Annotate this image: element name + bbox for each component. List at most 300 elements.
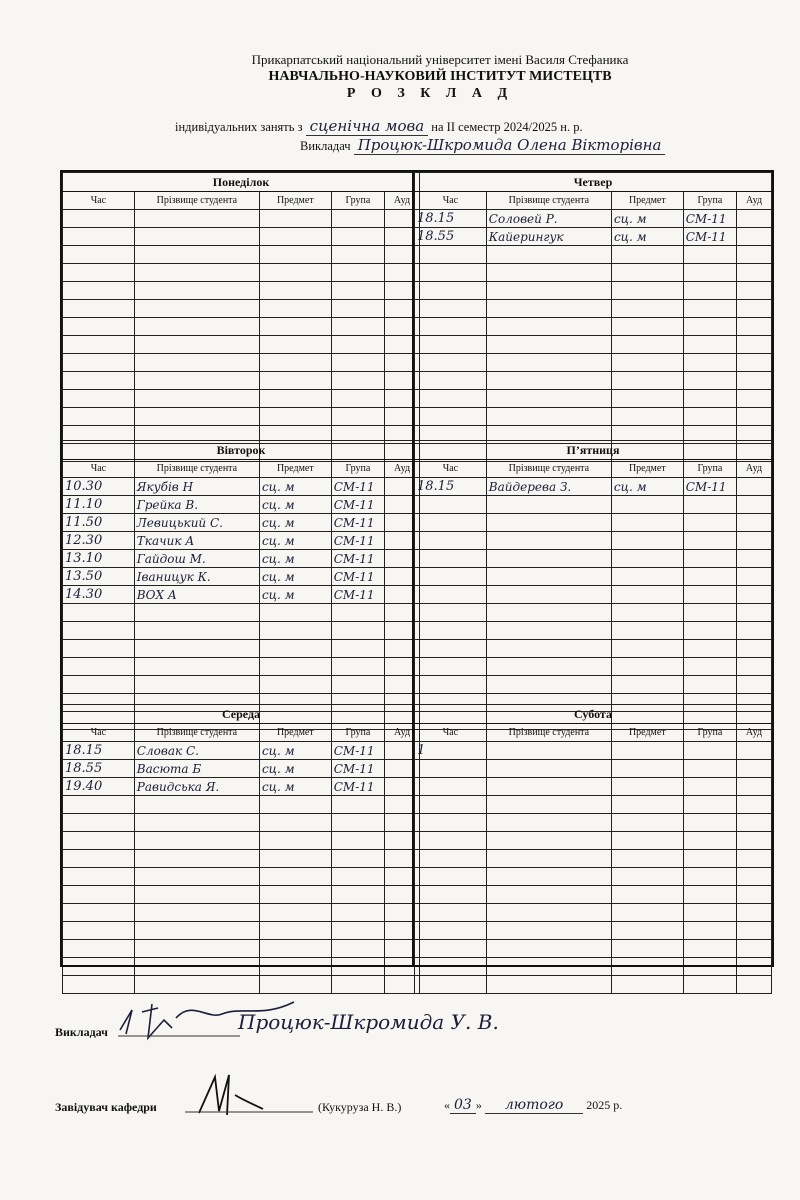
column-header-student: Прізвище студента <box>486 460 611 478</box>
cell-student: Гайдош М. <box>134 550 259 568</box>
cell-subject <box>259 832 331 850</box>
table-row <box>415 408 772 426</box>
cell-group <box>331 336 384 354</box>
schedule-table-wednesday <box>62 704 420 994</box>
cell-subject <box>259 228 331 246</box>
head-signature <box>185 1065 315 1120</box>
table-row <box>63 778 420 796</box>
cell-subject <box>611 604 683 622</box>
cell-student: Грейка В. <box>134 496 259 514</box>
cell-time <box>63 658 135 676</box>
cell-time: 11.50 <box>63 514 135 532</box>
cell-subject <box>259 640 331 658</box>
cell-student <box>486 760 611 778</box>
column-header-group: Група <box>331 460 384 478</box>
table-row <box>415 300 772 318</box>
cell-student <box>486 922 611 940</box>
cell-student <box>134 850 259 868</box>
cell-group <box>331 604 384 622</box>
column-header-student: Прізвище студента <box>134 724 259 742</box>
table-row <box>63 832 420 850</box>
column-header-student: Прізвище студента <box>486 192 611 210</box>
cell-group <box>683 318 736 336</box>
cell-subject <box>611 940 683 958</box>
cell-student <box>134 604 259 622</box>
cell-time: 18.55 <box>415 228 487 246</box>
cell-subject <box>611 622 683 640</box>
cell-room <box>737 814 772 832</box>
cell-time: 13.50 <box>63 568 135 586</box>
table-row <box>63 904 420 922</box>
cell-group <box>331 246 384 264</box>
cell-subject <box>611 282 683 300</box>
table-row <box>415 586 772 604</box>
cell-group <box>683 390 736 408</box>
table-row <box>415 210 772 228</box>
cell-time <box>415 264 487 282</box>
cell-student <box>486 604 611 622</box>
table-row <box>63 228 420 246</box>
cell-group: СМ-11 <box>331 514 384 532</box>
schedule-table-tuesday <box>62 440 420 730</box>
cell-time <box>415 940 487 958</box>
column-header-student: Прізвище студента <box>134 192 259 210</box>
cell-time <box>63 814 135 832</box>
cell-student <box>134 228 259 246</box>
cell-subject: сц. м <box>611 210 683 228</box>
cell-time <box>63 390 135 408</box>
cell-group <box>331 922 384 940</box>
table-row <box>63 390 420 408</box>
cell-group <box>683 940 736 958</box>
cell-student <box>486 282 611 300</box>
cell-student <box>134 676 259 694</box>
cell-time <box>415 832 487 850</box>
table-row <box>63 264 420 282</box>
cell-time <box>63 210 135 228</box>
cell-group <box>331 372 384 390</box>
cell-group <box>683 850 736 868</box>
cell-group <box>683 372 736 390</box>
cell-time <box>63 850 135 868</box>
column-header-time: Час <box>63 724 135 742</box>
cell-student <box>134 868 259 886</box>
cell-subject <box>259 622 331 640</box>
cell-subject <box>611 408 683 426</box>
table-row <box>63 514 420 532</box>
cell-time <box>415 976 487 994</box>
cell-group <box>683 300 736 318</box>
table-row <box>63 676 420 694</box>
schedule-table-saturday <box>414 704 772 994</box>
cell-room <box>737 354 772 372</box>
table-row <box>63 586 420 604</box>
cell-group <box>683 282 736 300</box>
day-title-thursday: Четвер <box>415 173 772 192</box>
column-header-group: Група <box>683 724 736 742</box>
cell-subject <box>611 760 683 778</box>
cell-subject <box>259 658 331 676</box>
cell-group: СМ-11 <box>331 532 384 550</box>
table-row <box>415 940 772 958</box>
cell-subject <box>611 550 683 568</box>
cell-group <box>331 976 384 994</box>
column-header-subject: Предмет <box>259 460 331 478</box>
cell-room <box>737 622 772 640</box>
table-row <box>415 868 772 886</box>
cell-student: Словак С. <box>134 742 259 760</box>
cell-room <box>737 568 772 586</box>
column-header-subject: Предмет <box>611 192 683 210</box>
cell-student: Левицький С. <box>134 514 259 532</box>
cell-student <box>134 904 259 922</box>
cell-time <box>415 814 487 832</box>
cell-room <box>737 868 772 886</box>
cell-subject <box>611 832 683 850</box>
cell-time <box>415 336 487 354</box>
cell-student <box>486 496 611 514</box>
cell-subject: сц. м <box>259 496 331 514</box>
table-row <box>415 246 772 264</box>
cell-subject <box>259 390 331 408</box>
cell-room <box>737 408 772 426</box>
cell-time <box>415 958 487 976</box>
cell-subject <box>611 300 683 318</box>
column-header-room: Ауд <box>737 460 772 478</box>
table-row <box>63 496 420 514</box>
cell-student <box>486 354 611 372</box>
head-label: Завідувач кафедри <box>55 1100 157 1114</box>
cell-time: 1 <box>415 742 487 760</box>
date-line <box>444 1097 622 1113</box>
cell-student <box>134 922 259 940</box>
cell-group <box>331 832 384 850</box>
cell-room <box>737 282 772 300</box>
cell-time <box>415 676 487 694</box>
cell-time <box>415 850 487 868</box>
cell-student: Ткачик А <box>134 532 259 550</box>
cell-group <box>331 282 384 300</box>
cell-subject: сц. м <box>259 532 331 550</box>
table-row <box>415 976 772 994</box>
cell-student <box>486 550 611 568</box>
cell-group <box>331 408 384 426</box>
table-row <box>415 496 772 514</box>
cell-time <box>415 318 487 336</box>
cell-subject: сц. м <box>259 568 331 586</box>
cell-group <box>683 264 736 282</box>
cell-subject <box>611 318 683 336</box>
subtitle-prefix: індивідуальних занять з <box>175 120 303 134</box>
cell-group <box>331 868 384 886</box>
table-row <box>63 868 420 886</box>
table-row <box>415 354 772 372</box>
table-row <box>415 318 772 336</box>
cell-student <box>486 408 611 426</box>
cell-time <box>63 228 135 246</box>
footer-head-line <box>55 1100 157 1115</box>
table-row <box>415 742 772 760</box>
cell-subject <box>611 886 683 904</box>
column-header-room: Ауд <box>385 192 420 210</box>
table-row <box>63 532 420 550</box>
cell-subject: сц. м <box>259 514 331 532</box>
cell-subject: сц. м <box>259 550 331 568</box>
cell-group <box>331 958 384 976</box>
cell-student <box>486 372 611 390</box>
cell-student <box>134 246 259 264</box>
table-row <box>415 832 772 850</box>
subtitle-line <box>175 117 583 135</box>
cell-student <box>486 390 611 408</box>
cell-time <box>415 922 487 940</box>
cell-subject <box>611 850 683 868</box>
column-header-student: Прізвище студента <box>486 724 611 742</box>
cell-group <box>683 958 736 976</box>
teacher-label: Викладач <box>300 139 351 153</box>
cell-group <box>683 922 736 940</box>
cell-subject <box>259 814 331 832</box>
cell-group: СМ-11 <box>331 496 384 514</box>
cell-room <box>737 850 772 868</box>
cell-room <box>737 742 772 760</box>
table-row <box>415 550 772 568</box>
column-header-room: Ауд <box>385 460 420 478</box>
cell-room <box>737 264 772 282</box>
cell-subject <box>259 796 331 814</box>
cell-subject <box>611 904 683 922</box>
cell-subject <box>611 742 683 760</box>
cell-time <box>415 658 487 676</box>
table-row <box>415 814 772 832</box>
cell-room <box>737 904 772 922</box>
table-row <box>415 622 772 640</box>
cell-group <box>331 318 384 336</box>
cell-group <box>683 904 736 922</box>
cell-subject <box>259 886 331 904</box>
cell-time <box>415 282 487 300</box>
teacher-line <box>300 136 665 154</box>
table-row <box>63 760 420 778</box>
cell-group <box>683 354 736 372</box>
cell-student <box>486 742 611 760</box>
cell-group <box>683 336 736 354</box>
column-header-time: Час <box>63 460 135 478</box>
institute-name: НАВЧАЛЬНО-НАУКОВИЙ ІНСТИТУТ МИСТЕЦТВ <box>268 69 612 84</box>
cell-room <box>737 796 772 814</box>
column-header-subject: Предмет <box>259 724 331 742</box>
cell-group <box>331 622 384 640</box>
cell-time: 14.30 <box>63 586 135 604</box>
cell-room <box>737 478 772 496</box>
cell-subject <box>259 850 331 868</box>
cell-time <box>415 886 487 904</box>
table-row <box>63 478 420 496</box>
cell-time <box>415 778 487 796</box>
cell-subject <box>259 300 331 318</box>
date-close-quote: » <box>475 1098 482 1112</box>
column-header-room: Ауд <box>737 724 772 742</box>
cell-room <box>737 246 772 264</box>
cell-student <box>134 814 259 832</box>
cell-time: 11.10 <box>63 496 135 514</box>
column-header-subject: Предмет <box>611 724 683 742</box>
cell-room <box>737 336 772 354</box>
cell-subject <box>259 868 331 886</box>
cell-subject <box>259 604 331 622</box>
table-row <box>63 886 420 904</box>
table-row <box>63 658 420 676</box>
day-title-saturday: Субота <box>415 705 772 724</box>
table-row <box>63 922 420 940</box>
schedule-divider <box>412 170 414 967</box>
document-title: Р О З К Л А Д <box>346 86 514 101</box>
cell-room <box>737 640 772 658</box>
cell-student <box>134 640 259 658</box>
cell-group <box>683 514 736 532</box>
cell-student <box>134 318 259 336</box>
cell-student: Іваницук К. <box>134 568 259 586</box>
cell-subject <box>611 264 683 282</box>
cell-student <box>134 622 259 640</box>
column-header-subject: Предмет <box>259 192 331 210</box>
cell-time: 18.15 <box>415 478 487 496</box>
cell-time <box>415 408 487 426</box>
cell-subject <box>611 246 683 264</box>
table-row <box>63 354 420 372</box>
cell-subject <box>259 354 331 372</box>
table-row <box>415 264 772 282</box>
cell-time: 18.55 <box>63 760 135 778</box>
cell-subject: сц. м <box>259 778 331 796</box>
cell-subject <box>611 814 683 832</box>
cell-student <box>486 976 611 994</box>
cell-student <box>134 282 259 300</box>
cell-student <box>486 904 611 922</box>
cell-student <box>134 796 259 814</box>
cell-time <box>63 886 135 904</box>
cell-group <box>683 760 736 778</box>
cell-time <box>415 532 487 550</box>
day-title-friday: П’ятниця <box>415 441 772 460</box>
cell-room <box>737 532 772 550</box>
cell-subject <box>259 210 331 228</box>
cell-subject <box>611 658 683 676</box>
cell-subject <box>611 354 683 372</box>
cell-subject <box>259 958 331 976</box>
cell-subject <box>611 496 683 514</box>
cell-student <box>486 658 611 676</box>
cell-subject: сц. м <box>259 478 331 496</box>
cell-time <box>63 300 135 318</box>
cell-student <box>486 886 611 904</box>
cell-time <box>415 640 487 658</box>
cell-subject <box>611 922 683 940</box>
cell-student <box>134 958 259 976</box>
column-header-group: Група <box>683 460 736 478</box>
cell-group: СМ-11 <box>683 478 736 496</box>
table-row <box>415 532 772 550</box>
cell-subject: сц. м <box>259 742 331 760</box>
cell-group <box>683 886 736 904</box>
cell-room <box>737 658 772 676</box>
cell-group <box>331 658 384 676</box>
cell-student: Соловей Р. <box>486 210 611 228</box>
cell-student <box>486 532 611 550</box>
cell-group <box>683 568 736 586</box>
cell-group <box>683 796 736 814</box>
cell-student <box>486 958 611 976</box>
cell-time <box>63 318 135 336</box>
cell-time <box>415 868 487 886</box>
cell-subject <box>259 922 331 940</box>
cell-group: СМ-11 <box>331 586 384 604</box>
table-row <box>63 300 420 318</box>
cell-student <box>486 640 611 658</box>
cell-group: СМ-11 <box>331 760 384 778</box>
table-row <box>63 742 420 760</box>
table-row <box>63 210 420 228</box>
cell-student <box>134 832 259 850</box>
cell-room <box>737 760 772 778</box>
cell-group <box>331 640 384 658</box>
cell-subject: сц. м <box>611 478 683 496</box>
cell-subject <box>259 676 331 694</box>
cell-time <box>415 354 487 372</box>
cell-time <box>415 604 487 622</box>
cell-time <box>63 372 135 390</box>
cell-time <box>63 958 135 976</box>
cell-student <box>134 886 259 904</box>
table-row <box>415 640 772 658</box>
cell-student <box>486 514 611 532</box>
cell-time <box>415 390 487 408</box>
column-header-time: Час <box>63 192 135 210</box>
cell-group <box>331 904 384 922</box>
cell-student <box>134 658 259 676</box>
column-header-room: Ауд <box>385 724 420 742</box>
cell-student <box>134 390 259 408</box>
cell-student <box>134 408 259 426</box>
cell-student <box>486 868 611 886</box>
semester-text: на II семестр 2024/2025 н. р. <box>431 120 583 134</box>
table-row <box>63 282 420 300</box>
cell-time <box>415 568 487 586</box>
cell-student <box>486 814 611 832</box>
cell-time <box>415 586 487 604</box>
table-row <box>63 958 420 976</box>
cell-time <box>63 796 135 814</box>
cell-student <box>134 940 259 958</box>
cell-time <box>63 354 135 372</box>
table-row <box>63 318 420 336</box>
cell-subject <box>259 336 331 354</box>
cell-subject <box>259 246 331 264</box>
cell-room <box>737 228 772 246</box>
cell-room <box>737 210 772 228</box>
cell-group <box>683 496 736 514</box>
cell-subject: сц. м <box>611 228 683 246</box>
cell-time: 12.30 <box>63 532 135 550</box>
cell-time <box>63 246 135 264</box>
table-row <box>415 922 772 940</box>
cell-time: 18.15 <box>63 742 135 760</box>
cell-student <box>134 210 259 228</box>
cell-time: 13.10 <box>63 550 135 568</box>
cell-time <box>63 622 135 640</box>
cell-student: Кайерингук <box>486 228 611 246</box>
cell-subject <box>611 778 683 796</box>
